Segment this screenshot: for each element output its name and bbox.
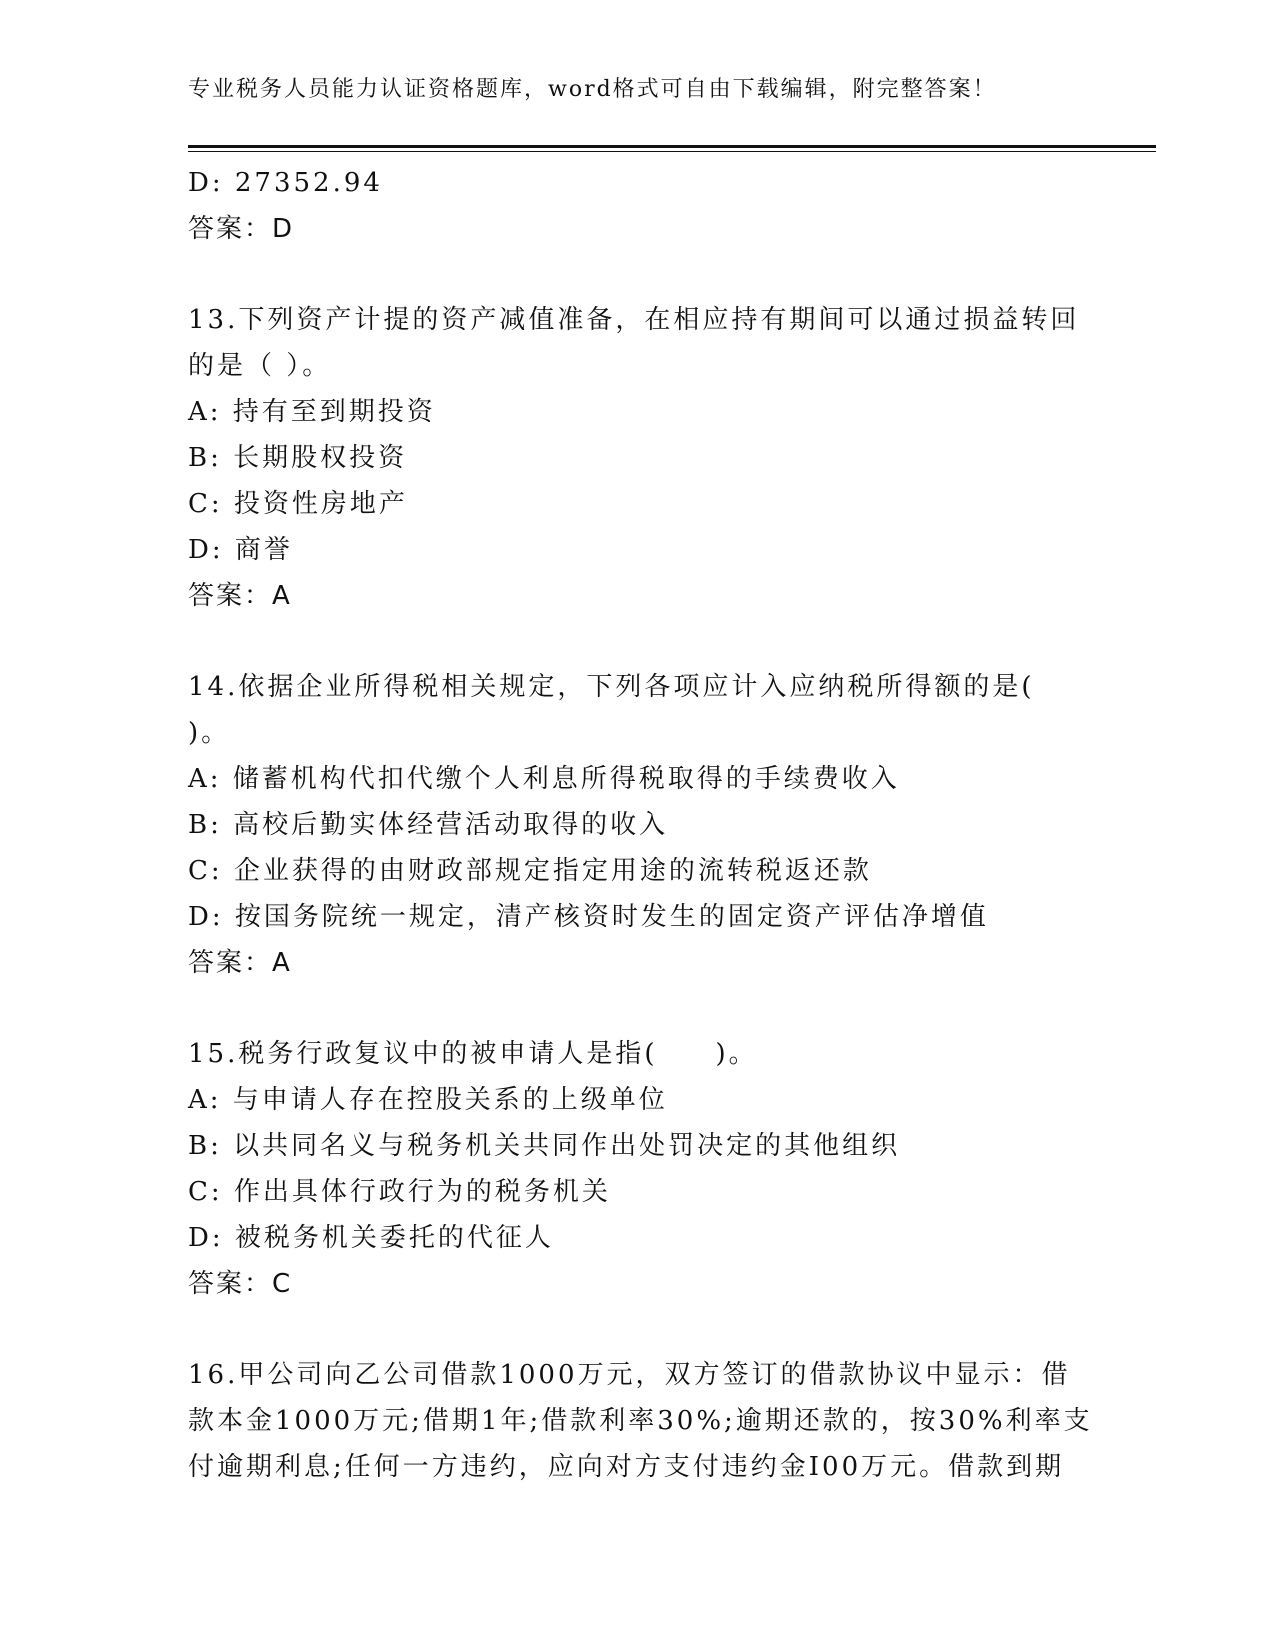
question-stem: 15.税务行政复议中的被申请人是指( )。 xyxy=(188,1039,758,1069)
option-d: D: 按国务院统一规定，清产核资时发生的固定资产评估净增值 xyxy=(188,902,989,932)
question-13 xyxy=(188,297,1088,619)
option-c: C: 投资性房地产 xyxy=(188,489,408,519)
option-a: A: 储蓄机构代扣代缴个人利息所得税取得的手续费收入 xyxy=(188,764,900,794)
question-15 xyxy=(188,1031,1088,1307)
question-stem: 的是（ ）。 xyxy=(188,351,332,381)
answer: 答案：C xyxy=(188,1269,293,1299)
header-rule-thin xyxy=(188,151,1156,152)
question-stem: 16.甲公司向乙公司借款1000万元，双方签订的借款协议中显示：借 xyxy=(188,1360,1071,1390)
option-a: A: 持有至到期投资 xyxy=(188,397,436,427)
question-stem: 14.依据企业所得税相关规定，下列各项应计入应纳税所得额的是( xyxy=(188,672,1035,702)
question-14 xyxy=(188,664,1088,986)
option-c: C: 作出具体行政行为的税务机关 xyxy=(188,1177,611,1207)
question-16 xyxy=(188,1352,1093,1490)
question-stem: 付逾期利息;任何一方违约，应向对方支付违约金I00万元。借款到期 xyxy=(188,1452,1065,1482)
answer: 答案：A xyxy=(188,581,292,611)
document-body xyxy=(188,160,1093,1490)
question-stem: 款本金1000万元;借期1年;借款利率30%;逾期还款的，按30%利率支 xyxy=(188,1406,1093,1436)
option-d: D: 27352.94 xyxy=(188,168,383,198)
option-a: A: 与申请人存在控股关系的上级单位 xyxy=(188,1085,668,1115)
option-d: D: 商誉 xyxy=(188,535,293,565)
answer: 答案：A xyxy=(188,948,292,978)
option-c: C: 企业获得的由财政部规定指定用途的流转税返还款 xyxy=(188,856,872,886)
question-stem: )。 xyxy=(188,718,231,748)
option-b: B: 长期股权投资 xyxy=(188,443,408,473)
option-b: B: 以共同名义与税务机关共同作出处罚决定的其他组织 xyxy=(188,1131,901,1161)
answer: 答案：D xyxy=(188,214,295,244)
option-d: D: 被税务机关委托的代征人 xyxy=(188,1223,554,1253)
header-rule-thick xyxy=(188,145,1156,148)
page-header: 专业税务人员能力认证资格题库，word格式可自由下载编辑，附完整答案！ xyxy=(188,77,997,102)
option-b: B: 高校后勤实体经营活动取得的收入 xyxy=(188,810,669,840)
question-stem: 13.下列资产计提的资产减值准备，在相应持有期间可以通过损益转回 xyxy=(188,305,1080,335)
